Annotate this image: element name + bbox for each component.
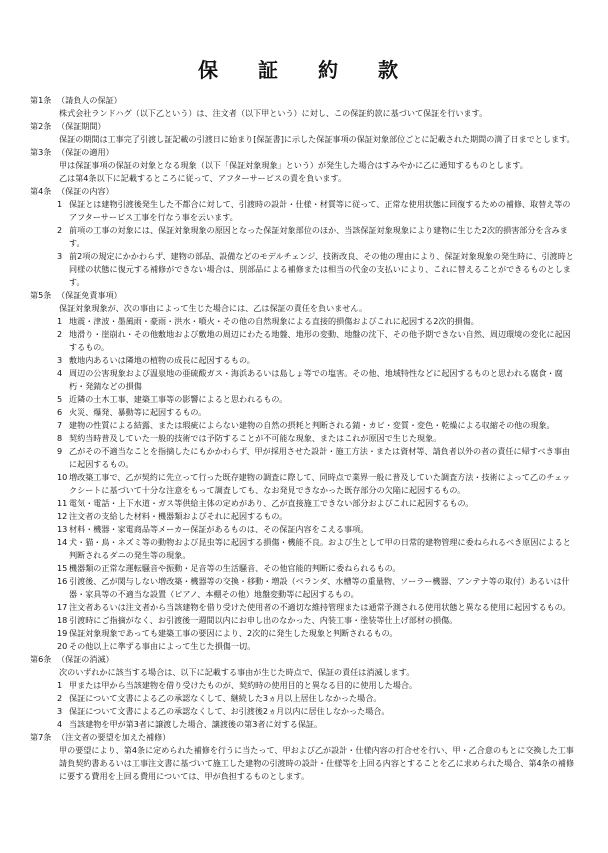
list-item-number: 11	[57, 498, 68, 508]
list-item-number: 17	[57, 602, 68, 612]
article-body	[57, 120, 576, 146]
article-body	[57, 94, 576, 120]
article-number: 第5条	[30, 290, 52, 300]
article-heading: （請負人の保証）	[57, 95, 122, 105]
list-item-number: 10	[57, 472, 68, 482]
list-item-number: 14	[57, 537, 68, 547]
list-item	[57, 640, 576, 653]
article	[30, 653, 576, 731]
list-item	[57, 367, 576, 393]
list-item	[57, 679, 576, 692]
list-item-number: 5	[57, 394, 63, 404]
list-item-number: 2	[57, 693, 63, 703]
article	[30, 94, 576, 120]
article-heading: （保証免責事項）	[57, 290, 122, 300]
list-item-text: 増改築工事で、乙が契約に先立って行った既存建物の調査に際して、同時点で業界一般に普及していた調査方法・技術によって乙のチェックシートに基づいて十分な注意をもって調査しても、なお発見できなかった既存部分の欠陥に起因するもの。	[69, 472, 571, 495]
article-paragraph: 乙は第4条以下に記載するところに従って、アフターサービスの責を負います。	[59, 173, 347, 183]
list-item-number: 3	[57, 251, 63, 261]
article-body	[57, 653, 576, 731]
list-item	[57, 419, 576, 432]
list-item-text: 周辺の公害現象および温泉地の亜硫酸ガス・海浜あるいは島しょ等での塩害。その他、地域特性などに起因するものと思われる腐食・腐朽・発錆などの損傷	[69, 368, 563, 391]
list-item-text: 近隣の土木工事、建築工事等の影響によると思われるもの。	[69, 394, 288, 404]
article-number: 第4条	[30, 186, 52, 196]
article-heading: （保証の消滅）	[57, 654, 114, 664]
list-item	[57, 601, 576, 614]
article	[30, 731, 576, 783]
list-item	[57, 718, 576, 731]
article-body	[57, 289, 576, 653]
list-item	[57, 224, 576, 250]
article-number: 第6条	[30, 654, 52, 664]
article-paragraph: 保証の期間は工事完了引渡し証記載の引渡日に始まり[保証書]に示した保証事項の保証対象部位ごとに記載された期間の満了日までとします。	[59, 134, 575, 144]
article-paragraph: 保証対象現象が、次の事由によって生じた場合には、乙は保証の責任を負いません。	[59, 303, 368, 313]
list-item-text: 保証対象現象であっても建築工事の要因により、2次的に発生した現象と判断されるもの。	[69, 628, 398, 638]
article-heading: （保証期間）	[57, 121, 106, 131]
list-item-text: 火災、爆発、暴動等に起因するもの。	[69, 407, 207, 417]
article-number: 第2条	[30, 121, 52, 131]
article-paragraph: 甲は保証事項の保証の対象となる現象（以下「保証対象現象」という）が発生した場合はすみやかに乙に通知するものとします。	[59, 160, 528, 170]
list-item	[57, 432, 576, 445]
list-item-text: 当該建物を甲が第3者に譲渡した場合、譲渡後の第3者に対する保証。	[69, 719, 323, 729]
list-item-text: 敷地内あるいは隣地の植物の成長に起因するもの。	[69, 355, 255, 365]
list-item-number: 8	[57, 433, 63, 443]
list-item-text: 前2項の規定にかかわらず、建物の部品、設備などのモデルチェンジ、技術改良、その他の理由により、保証対象現象の発生時に、引渡時と同様の状態に復元する補修ができない場合は、別部品による補修または相当の代金の支払いにより、これに替えることができるものとします。	[69, 251, 574, 287]
list-item-text: 材料・機器・家電商品等メーカー保証があるものは、その保証内容をこえる事項。	[69, 524, 369, 534]
list-item	[57, 627, 576, 640]
list-item-number: 19	[57, 628, 68, 638]
list-item-text: 引渡後、乙が関与しない増改築・機器等の交換・移動・増設（ベランダ、水槽等の重量物、ソーラー機器、アンテナ等の取付）あるいは什器・家具等の不適当な設置（ピアノ、本棚その他）地盤変動等に起因するもの。	[69, 576, 570, 599]
list-item-text: その他以上に準ずる事由によって生じた損傷一切。	[69, 641, 256, 651]
list-item	[57, 497, 576, 510]
list-item-text: 建物の性質による結露、または瑕疵によらない建物の自然の摂耗と判断される錆・カビ・変質・変色・乾燥による収縮その他の現象。	[69, 420, 555, 430]
list-item	[57, 315, 576, 328]
page-title: 保 証 約 款	[198, 58, 408, 82]
list-item	[57, 471, 576, 497]
article-paragraph: 次のいずれかに該当する場合は、以下に記載する事由が生じた時点で、保証の責任は消滅します。	[59, 667, 415, 677]
article	[30, 289, 576, 653]
article-number: 第7条	[30, 732, 52, 742]
article	[30, 146, 576, 185]
list-item-number: 20	[57, 641, 68, 651]
article	[30, 120, 576, 146]
article-number: 第1条	[30, 95, 52, 105]
list-item-text: 前項の工事の対象には、保証対象現象の原因となった保証対象部位のほか、当該保証対象現象により建物に生じた2次的損害部分を含みます。	[69, 225, 568, 248]
article-heading: （保証の適用）	[57, 147, 114, 157]
list-item-number: 3	[57, 355, 63, 365]
list-item-text: 注文者の支給した材料・機器類およびそれに起因するもの。	[69, 511, 288, 521]
list-item-text: 保証について文書による乙の承認なくして、お引渡後2ヵ月以内に居住しなかった場合。	[69, 706, 390, 716]
list-item-text: 引渡時にご指摘がなく、お引渡後一週間以内にお申し出のなかった、内装工事・塗装等仕上げ部材の損傷。	[69, 615, 458, 625]
list-item-text: 甲または甲から当該建物を借り受けたものが、契約時の使用目的と異なる目的に使用した場合。	[69, 680, 418, 690]
list-item-number: 9	[57, 446, 63, 456]
list-item-text: 電気・電話・上下水道・ガス等供給主体の定めがあり、乙が直接施工できない部分およびこれに起因するもの。	[69, 498, 474, 508]
list-item-text: 契約当時普及していた一般的技術では予防することが不可能な現象、またはこれが原因で生じた現象。	[69, 433, 442, 443]
list-item	[57, 575, 576, 601]
list-item-number: 18	[57, 615, 68, 625]
articles-list	[30, 94, 576, 783]
list-item	[57, 328, 576, 354]
list-item	[57, 510, 576, 523]
list-item-number: 7	[57, 420, 63, 430]
list-item	[57, 536, 576, 562]
list-item-number: 4	[57, 368, 63, 378]
list-item	[57, 692, 576, 705]
list-item-number: 12	[57, 511, 68, 521]
list-item-number: 1	[57, 199, 63, 209]
list-item	[57, 354, 576, 367]
list-item-number: 13	[57, 524, 68, 534]
list-item	[57, 393, 576, 406]
list-item-text: 地震・津波・墨風雨・豪雨・洪水・噴火・その他の自然現象による直接的損傷およびこれに起因する2次的損傷。	[69, 316, 479, 326]
list-item	[57, 198, 576, 224]
list-item-number: 6	[57, 407, 63, 417]
article-body	[57, 146, 576, 185]
article-body	[57, 731, 576, 783]
list-item-text: 注文者あるいは注文者から当該建物を借り受けた使用者の不適切な維持管理または通常予測される使用状態と異なる使用に起因するもの。	[69, 602, 571, 612]
list-item	[57, 445, 576, 471]
article-heading: （注文者の要望を加えた補修）	[57, 732, 171, 742]
article-body	[57, 185, 576, 289]
article-number: 第3条	[30, 147, 52, 157]
article	[30, 185, 576, 289]
list-item-text: 乙がその不適当なことを指摘したにもかかわらず、甲が採用させた設計・施工方法・または資材等、請負者以外の者の責任に帰すべき事由に起因するもの。	[69, 446, 571, 469]
list-item-text: 地滑り・崖崩れ・その他敷地および敷地の周辺にわたる地盤、地形の変動、地盤の沈下、その他予期できない自然、周辺環境の変化に起因するもの。	[69, 329, 571, 352]
list-item-number: 2	[57, 225, 63, 235]
list-item	[57, 705, 576, 718]
list-item-number: 1	[57, 316, 63, 326]
article-heading: （保証の内容）	[57, 186, 114, 196]
list-item	[57, 250, 576, 289]
list-item-number: 2	[57, 329, 63, 339]
list-item-number: 4	[57, 719, 63, 729]
article-paragraph: 甲の要望により、第4条に定められた補修を行うに当たって、甲および乙が設計・仕様内容の打合せを行い、甲・乙合意のもとに交換した工事請負契約書あるいは工事注文書に基づいて施工した建物の引渡時の設計・仕様等を上回る内容とすることを乙に求められた場合、第4条の補修に要する費用を上回る費用については、甲が負担するものとします。	[59, 745, 575, 781]
list-item	[57, 614, 576, 627]
list-item-number: 16	[57, 576, 68, 586]
list-item-number: 1	[57, 680, 63, 690]
list-item-text: 犬・猫・鳥・ネズミ等の動物および昆虫等に起因する損傷・機能不良。および生として甲の日常的建物管理に委ねられるべき原因によると判断されるダニの発生等の現象。	[69, 537, 571, 560]
article-paragraph: 株式会社ランドハグ（以下乙という）は、注文者（以下甲という）に対し、この保証約款に基づいて保証を行います。	[59, 108, 488, 118]
list-item-number: 3	[57, 706, 63, 716]
list-item-text: 保証について文書による乙の承認なくして、継続した3ヵ月以上居住しなかった場合。	[69, 693, 382, 703]
list-item	[57, 523, 576, 536]
list-item-text: 保証とは建物引渡後発生した不都合に対して、引渡時の設計・仕様・材質等に従って、正常な使用状態に回復するための補修、取替え等のアフターサービス工事を行なう事を云います。	[69, 199, 571, 222]
list-item-number: 15	[57, 563, 68, 573]
list-item	[57, 562, 576, 575]
list-item-text: 機器類の正常な運転騒音や振動・足音等の生活騒音、その他官能的判断に委ねられるもの。	[69, 563, 401, 573]
list-item	[57, 406, 576, 419]
